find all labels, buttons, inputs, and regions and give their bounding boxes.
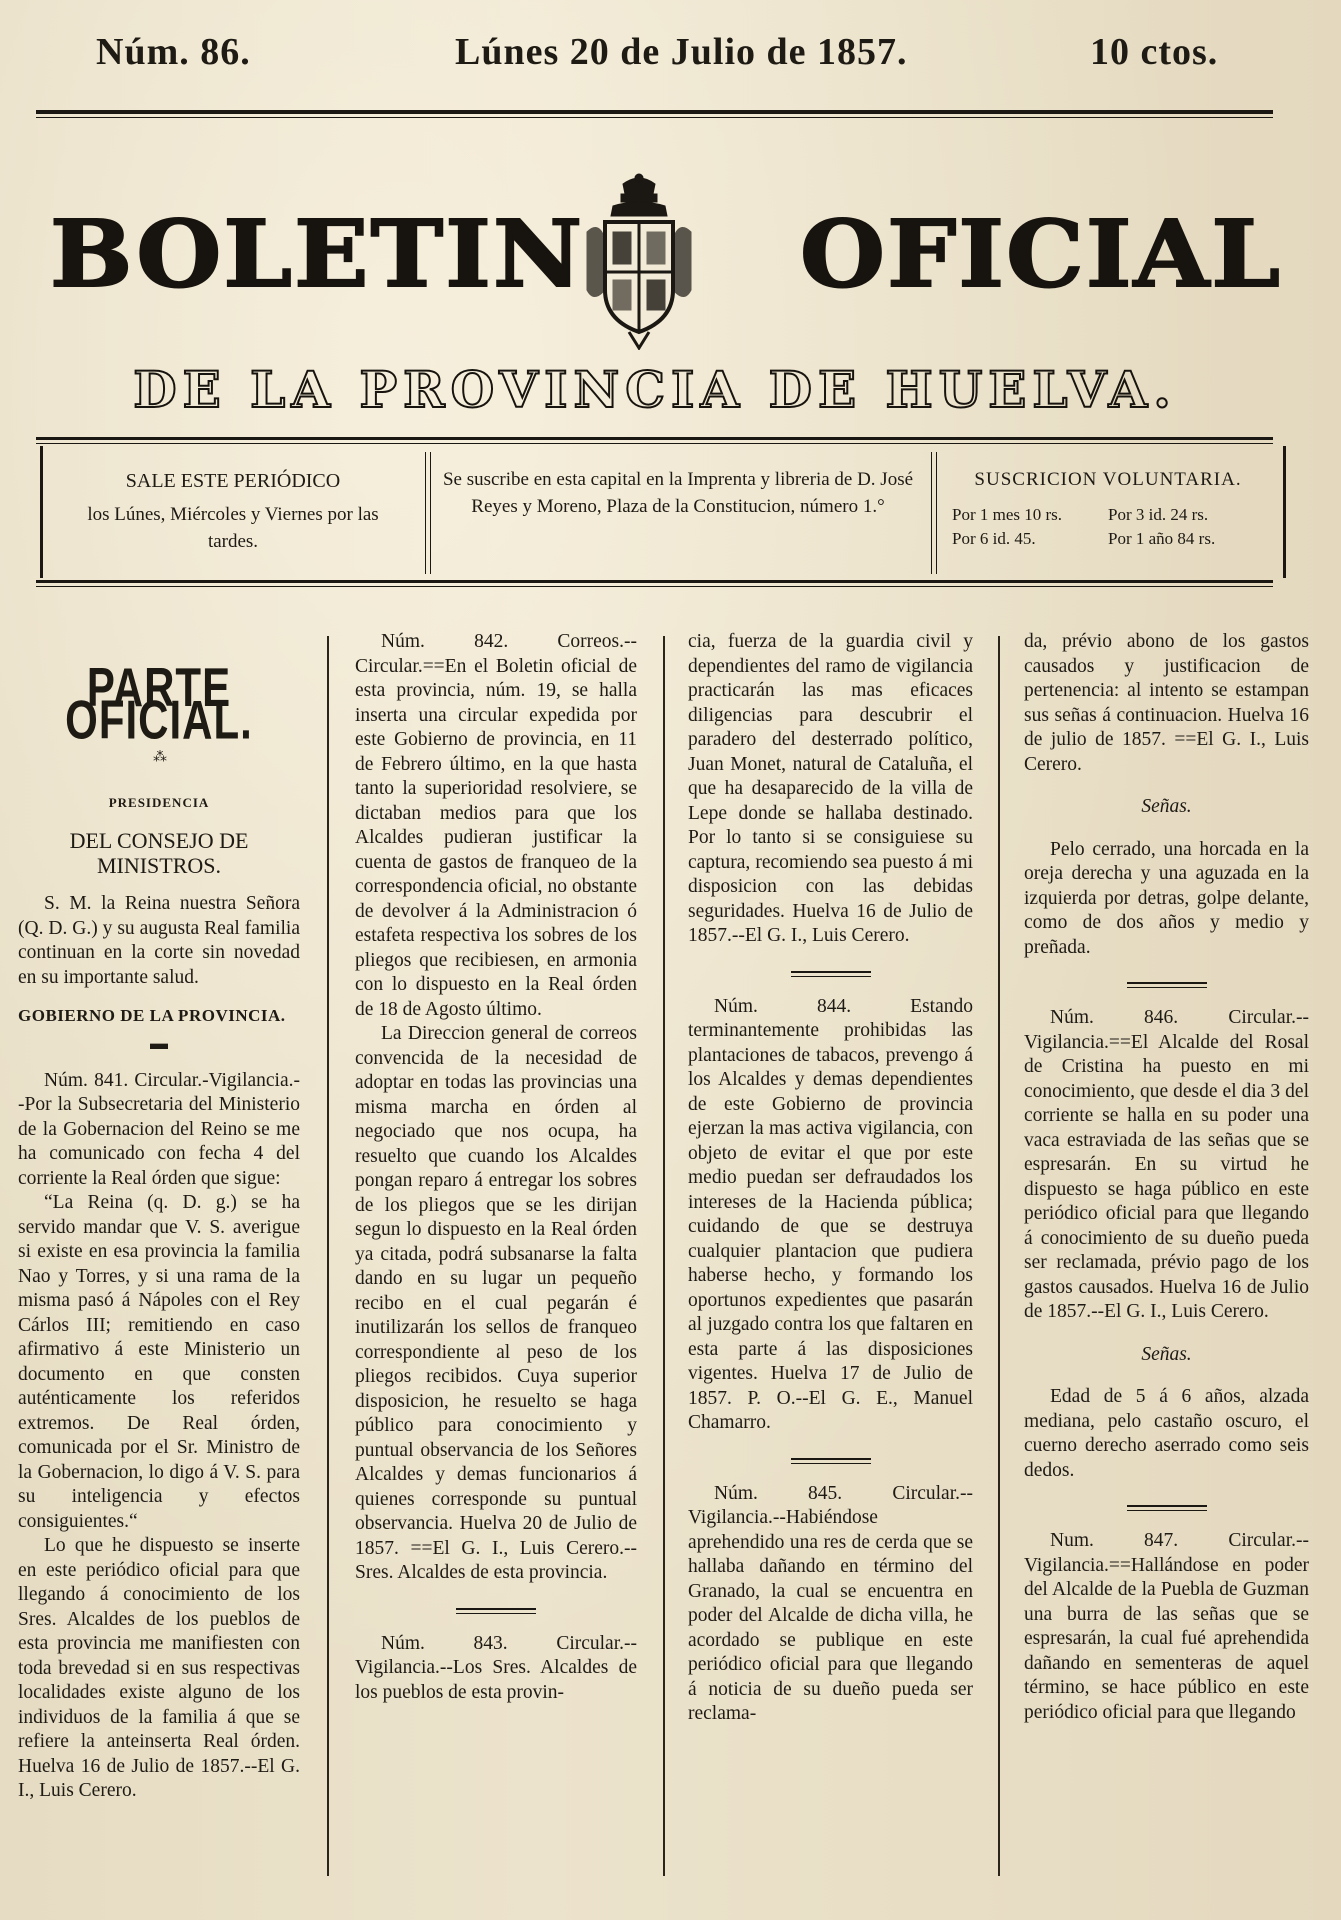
subscription-text: Se suscribe en esta capital en la Imprenta y libreria de D. José Reyes y Moreno, Plaza de la Constitucion, número 1.° xyxy=(442,469,914,517)
section-separator xyxy=(688,971,973,977)
issue-number: Núm. 86. xyxy=(96,31,251,73)
paragraph: Núm. 845. Circular.--Vigilancia.--Habiéndose aprehendido una res de cerda que se hallaba dañando en término del Granado, la cual se encuentra en poder del Alcalde de dicha villa, he acordado se publique en este periódico oficial para que llegando á noticia de su dueño pueda ser reclama- xyxy=(688,1482,973,1724)
masthead-left: BOLETIN xyxy=(50,200,585,308)
top-rule xyxy=(36,110,1273,114)
price-item: Por 1 año 84 rs. xyxy=(1108,529,1216,548)
paragraph: Núm. 843. Circular.--Vigilancia.--Los Sres. Alcaldes de los pueblos de esta provin- xyxy=(355,1632,637,1703)
info-rule-bottom xyxy=(36,580,1273,583)
column-2 xyxy=(355,630,637,1705)
price-list xyxy=(938,503,1278,551)
paragraph: Núm. 846. Circular.--Vigilancia.==El Alcalde del Rosal de Cristina ha puesto en mi conocimiento, que desde el dia 3 del corriente se halla en su poder una vaca estraviada de las señas que se espresarán. En su virtud he dispuesto se haga público en este periódico oficial para que llegando á conocimiento de su dueño pueda ser reclamada, prévio pago de los gastos causados. Huelva 16 de Julio de 1857.--El G. I., Luis Cerero. xyxy=(1024,1007,1309,1322)
paragraph: Edad de 5 á 6 años, alzada mediana, pelo castaño oscuro, el cuerno derecho aserrado como seis dedos. xyxy=(1024,1386,1309,1481)
subscription-info-box xyxy=(40,446,1286,578)
paragraph: da, prévio abono de los gastos causados y justificacion de pertenencia: al intento se estampan sus señas á continuacion. Huelva 16 de julio de 1857. ==El G. I., Luis Cerero. xyxy=(1024,631,1309,775)
column-3 xyxy=(688,630,973,1727)
issue-date: Lúnes 20 de Julio de 1857. xyxy=(455,31,908,73)
info-rule-top-thin xyxy=(36,443,1273,444)
column-4 xyxy=(1024,630,1309,1725)
info-rule-bottom-thin xyxy=(36,586,1273,587)
section-separator xyxy=(355,1608,637,1614)
section-separator xyxy=(1024,982,1309,988)
paragraph: Núm. 842. Correos.--Circular.==En el Boletin oficial de esta provincia, núm. 19, se halla inserta una circular expedida por este Gobierno de provincia, en 11 de Febrero último, en la que hasta tanto la superioridad resolviere, se dictaban medios para que los Alcaldes pudieran justificar la cuenta de gastos de franqueo de la correspondencia oficial, no obstante de devolver á la Administracion ó estafeta respectiva los sobres de los pliegos que recibiesen, en armonia con lo dispuesto en la Real órden de 18 de Agosto último. xyxy=(355,631,637,1020)
price-item: Por 1 mes 10 rs. xyxy=(952,505,1063,524)
masthead-right: OFICIAL xyxy=(800,200,1283,308)
info-rule-top xyxy=(36,437,1273,440)
issue-price: 10 ctos. xyxy=(1090,31,1219,73)
prices-title: SUSCRICION VOLUNTARIA. xyxy=(974,469,1242,490)
column-rule xyxy=(327,636,329,1876)
schedule-days: los Lúnes, Miércoles y Viernes por las tardes. xyxy=(87,504,379,552)
price-item: Por 3 id. 24 rs. xyxy=(1108,505,1209,524)
senas-heading: Señas. xyxy=(1141,1343,1192,1365)
paragraph: La Direccion general de correos convencida de la necesidad de adoptar en todas las provincias una misma marcha en órden al negociado que nos ocupa, ha resuelto que cuando los Alcaldes pongan reparo á entregar los sobres de los pliegos que se les dirijan segun lo dispuesto en la Real órden ya citada, podrá subsanarse la falta dando en su lugar un pequeño recibo en el cual pegarán é inutilizarán los sellos de franqueo correspondiente al peso de los pliegos recibidos. Cuya superior disposicion, he resuelto se haga público para conocimiento y puntual observancia de los Señores Alcaldes y demas funcionarios á quienes corresponde su puntual observancia. Huelva 20 de Julio de 1857. ==El G. I., Luis Cerero.--Sres. Alcaldes de esta provincia. xyxy=(355,1023,637,1583)
short-dash: ▬ xyxy=(150,1032,168,1053)
paragraph: Pelo cerrado, una horcada en la oreja derecha y una aguzada en la izquierda por detras, golpe delante, como de dos años y medio y preñada. xyxy=(1024,838,1309,958)
top-rule-thin xyxy=(36,117,1273,118)
presidencia-heading: PRESIDENCIA xyxy=(108,794,210,810)
subscription-prices xyxy=(938,446,1278,578)
masthead-subtitle: DE LA PROVINCIA DE HUELVA. xyxy=(133,360,1177,419)
column-rule xyxy=(998,636,1000,1876)
schedule-title: SALE ESTE PERIÓDICO xyxy=(125,470,341,492)
section-separator xyxy=(1024,1505,1309,1511)
issue-line xyxy=(90,30,1220,80)
info-divider xyxy=(931,452,937,574)
paragraph: Núm. 844. Estando terminantemente prohibidas las plantaciones de tabacos, prevengo á los Alcaldes y demas dependientes de este Gobierno de provincia ejerzan la mas activa vigilancia, con objeto de evitar el que por este medio puedan ser defraudados los intereses de la Hacienda pública; cuidando de que se destruya cualquier plantacion que pudiera haberse hecho, y formando los oportunos expedientes que pasarán al juzgado contra los que faltaren en esta parte á las disposiciones vigentes. Huelva 17 de Julio de 1857. P. O.--El G. E., Manuel Chamarro. xyxy=(688,995,973,1433)
paragraph: S. M. la Reina nuestra Señora (Q. D. G.) y su augusta Real familia continuan en la corte sin novedad en su importante salud. xyxy=(18,893,300,988)
publication-schedule xyxy=(43,446,423,578)
paragraph: Núm. 841. Circular.-Vigilancia.--Por la Subsecretaria del Ministerio de la Gobernacion del Reino se me ha comunicado con fecha 4 del corriente la Real órden que sigue: xyxy=(18,1069,300,1189)
subscription-location xyxy=(428,446,928,578)
ornament-divider: ⁂ xyxy=(153,750,165,765)
consejo-heading: DEL CONSEJO DE MINISTROS. xyxy=(69,828,249,878)
column-1 xyxy=(18,630,300,1804)
coat-of-arms-icon xyxy=(583,172,695,350)
gobierno-heading: GOBIERNO DE LA PROVINCIA. xyxy=(18,1006,286,1025)
price-item: Por 6 id. 45. xyxy=(952,529,1036,548)
paragraph: “La Reina (q. D. g.) se ha servido mandar que V. S. averigue si existe en esa provincia la familia Nao y Torres, y si una rama de la misma pasó á Nápoles con el Rey Cárlos III; remitiendo en caso afirmativo á este Ministerio un documento en que consten auténticamente los referidos extremos. De Real órden, comunicada por el Sr. Ministro de la Gobernacion, lo digo á V. S. para su inteligencia y efectos consiguientes.“ xyxy=(18,1192,300,1532)
paragraph: Num. 847. Circular.--Vigilancia.==Hallándose en poder del Alcalde de la Puebla de Guzman una burra de las señas que se espresarán, la cual fué aprehendida dañando en sementeras de aquel término, se hace público en este periódico oficial para que llegando xyxy=(1024,1530,1309,1723)
section-separator xyxy=(688,1458,973,1464)
senas-heading: Señas. xyxy=(1141,796,1192,817)
section-title: PARTE OFICIAL. xyxy=(65,656,253,750)
paragraph: Lo que he dispuesto se inserte en este periódico oficial para que llegando á conocimiento de los Sres. Alcaldes de los pueblos de esta provincia me manifiesten con toda brevedad si en sus respectivas localidades existe alguno de los individuos de la familia á que se refiere la anteinserta Real órden. Huelva 16 de Julio de 1857.--El G. I., Luis Cerero. xyxy=(18,1535,300,1801)
paragraph: cia, fuerza de la guardia civil y dependientes del ramo de vigilancia practicarán las mas eficaces diligencias para descubrir el paradero del desterrado político, Juan Monet, natural de Cataluña, el que ha desaparecido de la villa de Lepe donde se hallaba destinado. Por lo tanto si se consiguiese su captura, recomiendo sea puesto á mi disposicion con las debidas seguridades. Huelva 16 de Julio de 1857.--El G. I., Luis Cerero. xyxy=(688,631,973,946)
column-rule xyxy=(663,636,665,1876)
